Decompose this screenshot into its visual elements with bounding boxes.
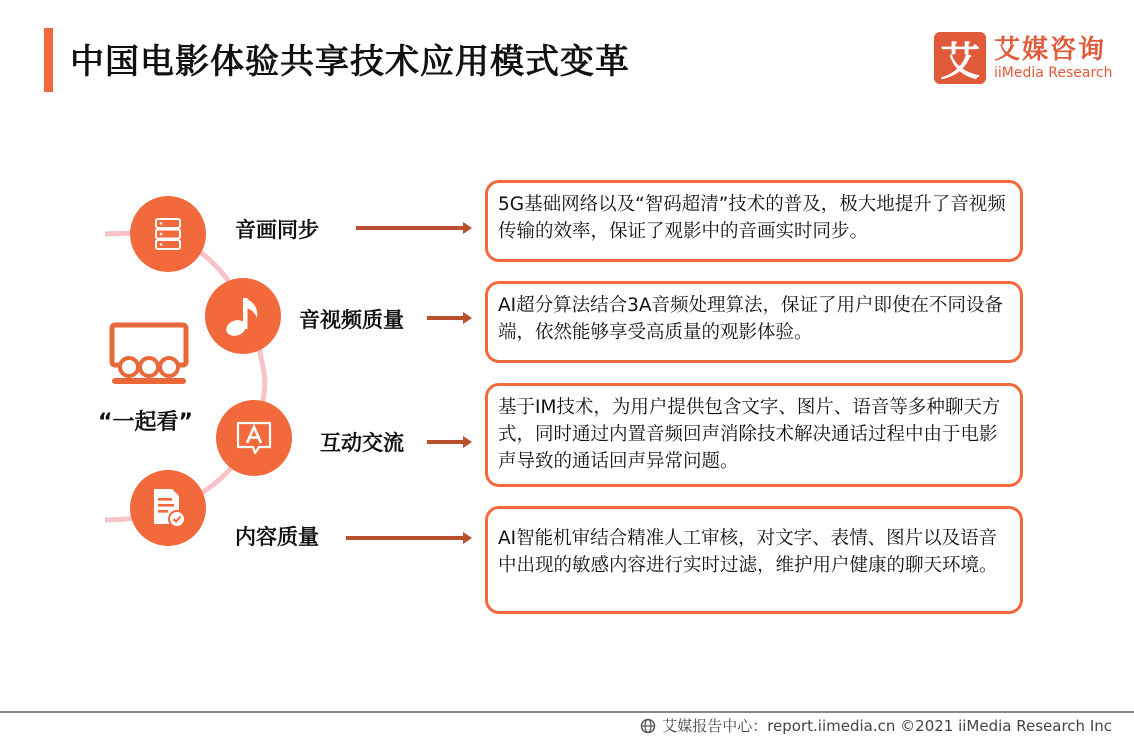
footer	[640, 715, 1112, 736]
node-content-quality	[130, 470, 206, 546]
cinema-audience-icon	[108, 322, 190, 392]
chat-a-icon	[234, 418, 274, 458]
description-box: 5G基础网络以及“智码超清”技术的普及，极大地提升了音视频传输的效率，保证了观影中的音画实时同步。	[485, 180, 1023, 262]
logo-mark: 艾	[934, 32, 986, 84]
category-label: 内容质量	[235, 525, 319, 549]
watch-together-label: “一起看”	[98, 410, 193, 435]
page-title: 中国电影体验共享技术应用模式变革	[70, 42, 630, 82]
arrow-right-icon	[356, 226, 464, 230]
category-label: 互动交流	[320, 431, 404, 455]
arrow-right-icon	[346, 536, 464, 540]
description-box: 基于IM技术，为用户提供包含文字、图片、语音等多种聊天方式，同时通过内置音频回声消除技术解决通话过程中由于电影声导致的通话回声异常问题。	[485, 383, 1023, 487]
node-av-quality	[205, 278, 281, 354]
description-box: AI超分算法结合3A音频处理算法，保证了用户即使在不同设备端，依然能够享受高质量的观影体验。	[485, 281, 1023, 363]
arrow-right-icon	[427, 316, 464, 320]
music-note-icon	[223, 294, 263, 338]
logo-cn-text: 艾媒咨询	[994, 35, 1107, 65]
footer-text: 艾媒报告中心：report.iimedia.cn ©2021 iiMedia Research Inc	[662, 717, 1112, 735]
node-interaction	[216, 400, 292, 476]
category-label: 音画同步	[235, 218, 319, 242]
document-check-icon	[148, 486, 188, 530]
server-icon	[153, 217, 183, 251]
category-label: 音视频质量	[299, 308, 404, 332]
globe-icon	[640, 718, 656, 734]
arrow-right-icon	[427, 440, 464, 444]
logo-en-text: iiMedia Research	[994, 65, 1113, 81]
description-box: AI智能机审结合精准人工审核，对文字、表情、图片以及语音中出现的敏感内容进行实时过滤，维护用户健康的聊天环境。	[485, 506, 1023, 614]
footer-divider	[0, 711, 1134, 713]
node-sync	[130, 196, 206, 272]
